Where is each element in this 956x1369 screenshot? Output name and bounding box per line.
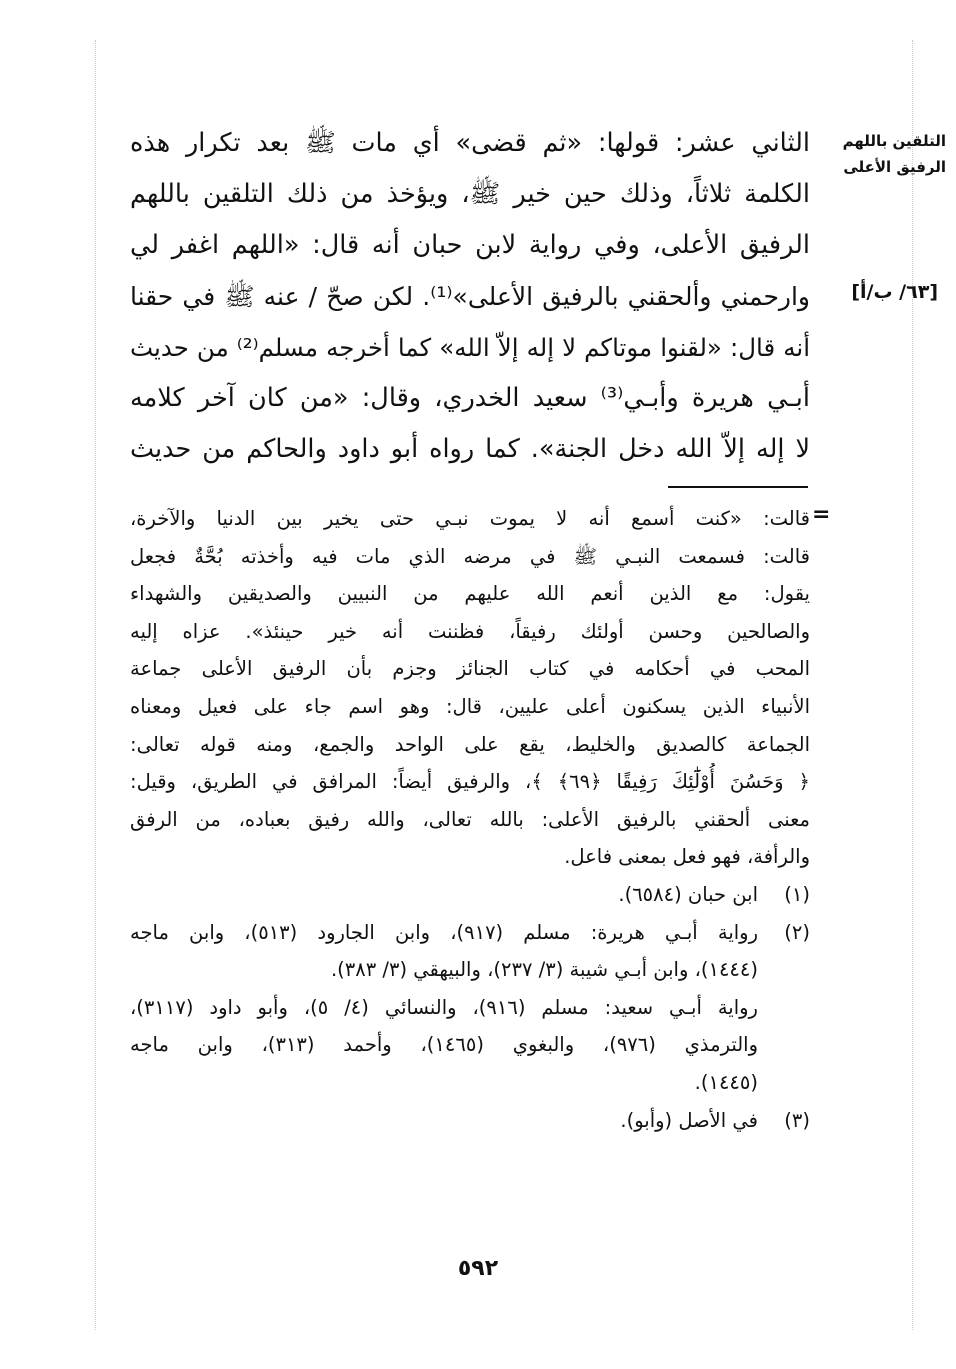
footnote-text: (١٤٤٥). xyxy=(694,1070,758,1094)
footnote-indent xyxy=(758,989,810,1027)
note-line: معنى ألحقني بالرفيق الأعلى: بالله تعالى، والله رفيق بعباده، من الرفق xyxy=(130,807,810,831)
footnote-number: (٣) xyxy=(784,1108,810,1132)
note-line: الأنبياء الذين يسكنون أعلى عليين، قال: وهو اسم جاء على فعيل ومعناه xyxy=(130,694,810,718)
note-line: المحب في أحكامه في كتاب الجنائز وجزم بأن الرفيق الأعلى جماعة xyxy=(130,657,810,681)
note-line: والرأفة، فهو فعل بمعنى فاعل. xyxy=(564,845,810,869)
footnote-text: في الأصل (وأبو). xyxy=(620,1108,758,1132)
scan-edge-left xyxy=(95,40,96,1330)
footnote-1 xyxy=(130,876,810,914)
footnote-indent xyxy=(758,1026,810,1064)
scan-edge-right xyxy=(912,40,913,1330)
manuscript-folio-reference: [٦٣/ ب/أ] xyxy=(851,281,938,303)
footnote-indent xyxy=(758,951,810,989)
note-line: قالت: «كنت أسمع أنه لا يموت نبـي حتى يخير بين الدنيا والآخرة، xyxy=(130,507,810,530)
footnote-text: ابن حبان (٦٥٨٤). xyxy=(618,882,758,906)
note-line: قالت: فسمعت النبـي ﷺ في مرضه الذي مات فيه وأخذته بُحَّةٌ فجعل xyxy=(130,544,810,568)
footnote-text: (١٤٤٤)، وابن أبـي شيبة (٣/ ٢٣٧)، والبيهقي (٣/ ٣٨٣). xyxy=(330,958,758,982)
margin-heading-line-1: التلقين باللهم xyxy=(842,132,946,150)
footnote-indent xyxy=(758,1064,810,1102)
body-line: وارحمني وألحقني بالرفيق الأعلى»⁽¹⁾. لكن صحّ / عنه ﷺ في حقنا xyxy=(130,282,810,311)
note-line: والصالحين وحسن أولئك رفيقاً، فظننت أنه خير حينئذ». عزاه إليه xyxy=(130,619,810,643)
body-line: أبـي هريرة وأبـي⁽³⁾ سعيد الخدري، وقال: «من كان آخر كلامه xyxy=(130,383,810,413)
footnote-continuation-mark: = xyxy=(812,502,831,527)
note-line: يقول: مع الذين أنعم الله عليهم من النبيين والصديقين والشهداء xyxy=(130,582,810,606)
footnotes xyxy=(130,500,810,1139)
footnote-text: رواية أبـي هريرة: مسلم (٩١٧)، وابن الجارود (٥١٣)، وابن ماجه xyxy=(130,920,758,944)
footnote-number: (٢) xyxy=(784,920,810,944)
note-line: الجماعة كالصديق والخليط، يقع على الواحد والجمع، ومنه قوله تعالى: xyxy=(130,732,810,756)
body-line: الكلمة ثلاثاً، وذلك حين خير ﷺ، ويؤخذ من ذلك التلقين باللهم xyxy=(130,179,810,209)
footnote-number: (١) xyxy=(784,882,810,906)
footnote-3 xyxy=(130,1102,810,1140)
margin-heading xyxy=(836,128,946,180)
body-line: الرفيق الأعلى، وفي رواية لابن حبان أنه قال: «اللهم اغفر لي xyxy=(130,230,810,260)
footnote-separator xyxy=(668,486,808,488)
footnote-text: والترمذي (٩٧٦)، والبغوي (١٤٦٥)، وأحمد (٣١٣)، وابن ماجه xyxy=(130,1033,758,1057)
footnote-continuation xyxy=(130,500,810,876)
margin-heading-line-2: الرفيق الأعلى xyxy=(843,158,946,176)
footnote-text: رواية أبـي سعيد: مسلم (٩١٦)، والنسائي (٤/ ٥)، وأبو داود (٣١١٧)، xyxy=(130,995,758,1019)
body-line: لا إله إلاّ الله دخل الجنة». كما رواه أبو داود والحاكم من حديث xyxy=(130,434,810,464)
main-text xyxy=(130,118,810,475)
body-line: الثاني عشر: قولها: «ثم قضى» أي مات ﷺ بعد تكرار هذه xyxy=(130,128,810,158)
page-number: ٥٩٢ xyxy=(457,1256,499,1281)
footnote-2 xyxy=(130,914,810,1102)
note-line-quran-verse: ﴿ وَحَسُنَ أُوْلَٰٓئِكَ رَفِيقًا ﴿٦٩﴾ ﴾، والرفيق أيضاً: المرافق في الطريق، وقيل: xyxy=(130,770,810,794)
body-line: أنه قال: «لقنوا موتاكم لا إله إلاّ الله» كما أخرجه مسلم⁽²⁾ من حديث xyxy=(130,333,810,362)
